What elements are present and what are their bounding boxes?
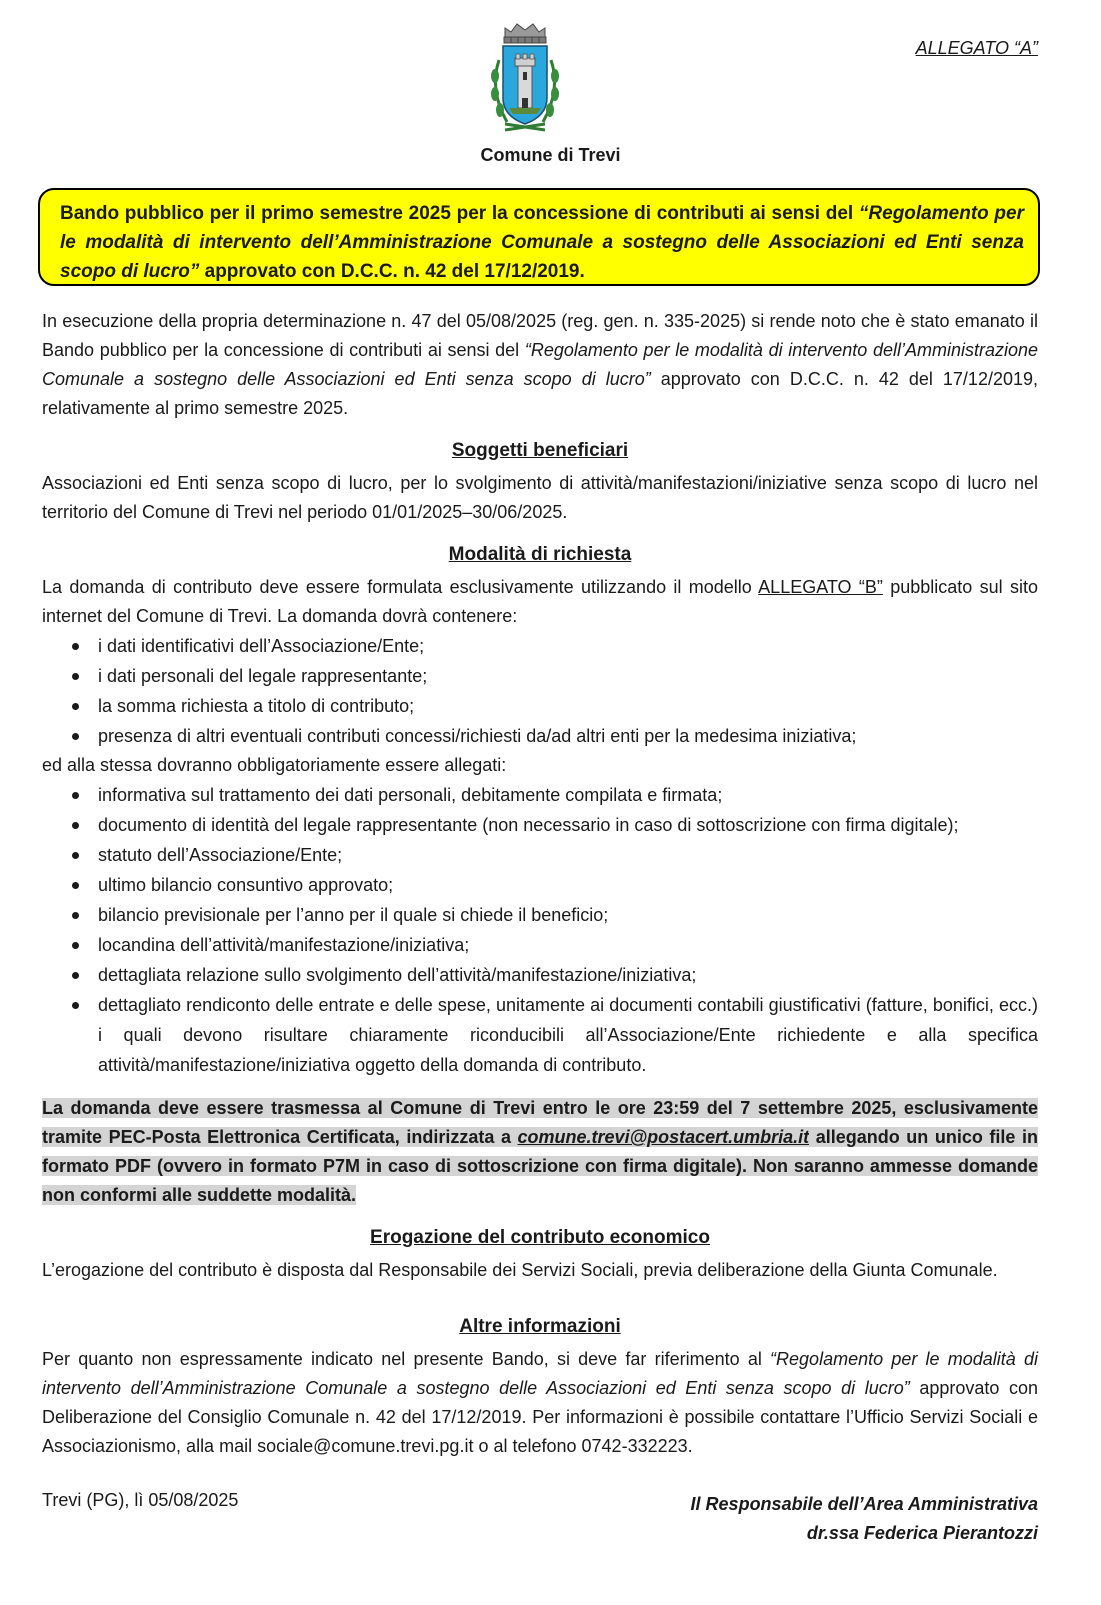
municipality-name: Comune di Trevi bbox=[480, 145, 621, 165]
scadenza-text-part2: allegando un unico file in formato PDF (ovvero in formato P7M in caso di sottoscrizione con firma digitale). Non saranno ammesse domande non conformi alle suddette modalità. bbox=[42, 1127, 1038, 1205]
scadenza-text-part1: La domanda deve essere trasmessa al Comune di Trevi entro le ore 23:59 del 7 settembre 2025, esclusivamente tramite PEC-Posta Elettronica Certificata, indirizzata a bbox=[42, 1098, 1038, 1147]
allegati-list bbox=[42, 780, 1038, 1080]
allegato-label: ALLEGATO “A” bbox=[915, 38, 1038, 58]
erogazione-paragraph: L’erogazione del contributo è disposta dal Responsabile dei Servizi Sociali, previa deliberazione della Giunta Comunale. bbox=[42, 1260, 998, 1280]
place-date: Trevi (PG), lì 05/08/2025 bbox=[42, 1490, 239, 1510]
list-item: dettagliata relazione sullo svolgimento dell’attività/manifestazione/iniziativa; bbox=[42, 960, 1038, 990]
list-item: informativa sul trattamento dei dati personali, debitamente compilata e firmata; bbox=[42, 780, 1038, 810]
beneficiari-paragraph: Associazioni ed Enti senza scopo di lucro, per lo svolgimento di attività/manifestazioni/iniziative senza scopo di lucro nel territorio del Comune di Trevi nel periodo 01/01/2025–30/06/2025. bbox=[42, 473, 1038, 522]
allegato-b-reference: ALLEGATO “B” bbox=[758, 577, 883, 597]
banner-regulation-quote: “Regolamento per le modalità di intervento dell’Amministrazione Comunale a sostegno delle Associazioni ed Enti senza scopo di lucro” bbox=[60, 203, 1024, 282]
altre-text-part1: Per quanto non espressamente indicato nel presente Bando, si deve far riferimento al bbox=[42, 1349, 771, 1369]
bando-title-banner bbox=[38, 188, 1040, 286]
richiesta-paragraph bbox=[42, 573, 1038, 631]
pec-email-link[interactable]: comune.trevi@postacert.umbria.it bbox=[517, 1127, 810, 1147]
list-item: ultimo bilancio consuntivo approvato; bbox=[42, 870, 1038, 900]
signer-role: Il Responsabile dell’Area Amministrativa bbox=[690, 1494, 1038, 1514]
list-item: documento di identità del legale rappresentante (non necessario in caso di sottoscrizione con firma digitale); bbox=[42, 810, 1038, 840]
list-item: i dati identificativi dell’Associazione/Ente; bbox=[42, 631, 1038, 661]
banner-text-part1: Bando pubblico per il primo semestre 2025 per la concessione di contributi ai sensi del bbox=[60, 203, 859, 224]
banner-text-part2: approvato con D.C.C. n. 42 del 17/12/2019. bbox=[199, 261, 585, 282]
richiesta-section bbox=[42, 573, 1038, 1080]
list-item: statuto dell’Associazione/Ente; bbox=[42, 840, 1038, 870]
heading-altre-informazioni: Altre informazioni bbox=[459, 1316, 621, 1337]
intro-text-part1: In esecuzione della propria determinazione n. 47 del 05/08/2025 (reg. gen. n. 335-2025) si rende noto che è stato emanato il Bando pubblico per la concessione di contributi ai sensi del bbox=[42, 311, 1038, 360]
list-item: presenza di altri eventuali contributi concessi/richiesti da/ad altri enti per la medesima iniziativa; bbox=[42, 721, 1038, 751]
intro-paragraph bbox=[42, 307, 1038, 423]
list-item: la somma richiesta a titolo di contributo; bbox=[42, 691, 1038, 721]
heading-soggetti-beneficiari: Soggetti beneficiari bbox=[451, 440, 629, 461]
contenuti-list bbox=[42, 631, 1038, 751]
altre-regulation-quote: “Regolamento per le modalità di intervento dell’Amministrazione Comunale a sostegno delle Associazioni ed Enti senza scopo di lucro” bbox=[42, 1349, 1038, 1398]
heading-modalita-richiesta: Modalità di richiesta bbox=[448, 544, 632, 565]
list-item: locandina dell’attività/manifestazione/iniziativa; bbox=[42, 930, 1038, 960]
altre-paragraph bbox=[42, 1345, 1038, 1461]
list-item: i dati personali del legale rappresentante; bbox=[42, 661, 1038, 691]
richiesta-text-a: La domanda di contributo deve essere formulata esclusivamente utilizzando il modello bbox=[42, 577, 759, 597]
list-item: dettagliato rendiconto delle entrate e delle spese, unitamente ai documenti contabili giustificativi (fatture, bonifici, ecc.) i quali devono risultare chiaramente riconducibili all’Associazione/Ente richiedente e alla specifica attività/manifestazione/iniziativa oggetto della domanda di contributo. bbox=[42, 990, 1038, 1080]
municipal-crest-icon bbox=[485, 20, 565, 138]
signature-block bbox=[691, 1490, 1038, 1548]
heading-erogazione: Erogazione del contributo economico bbox=[370, 1227, 710, 1248]
intro-regulation-quote: “Regolamento per le modalità di intervento dell’Amministrazione Comunale a sostegno delle Associazioni ed Enti senza scopo di lucro” bbox=[42, 340, 1039, 389]
intro-text-part2: approvato con D.C.C. n. 42 del 17/12/2019, relativamente al primo semestre 2025. bbox=[42, 369, 1038, 418]
list-item: bilancio previsionale per l’anno per il quale si chiede il beneficio; bbox=[42, 900, 1038, 930]
allegati-intro: ed alla stessa dovranno obbligatoriamente essere allegati: bbox=[42, 755, 507, 775]
richiesta-text-b: pubblicato sul sito internet del Comune di Trevi. La domanda dovrà contenere: bbox=[42, 577, 1039, 626]
scadenza-paragraph bbox=[42, 1094, 1038, 1210]
signer-name: dr.ssa Federica Pierantozzi bbox=[806, 1523, 1038, 1543]
altre-text-part2: approvato con Deliberazione del Consiglio Comunale n. 42 del 17/12/2019. Per informazioni è possibile contattare l’Ufficio Servizi Sociali e Associazionismo, alla mail sociale@comune.trevi.pg.it o al telefono 0742-332223. bbox=[42, 1378, 1038, 1456]
